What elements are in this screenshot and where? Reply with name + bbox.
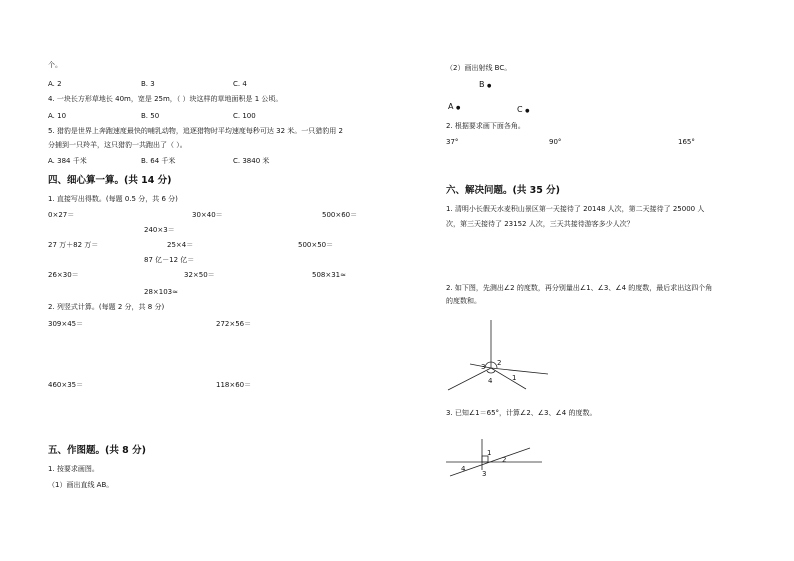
problem-1-line1: 1. 清明小长假天水麦积山景区第一天接待了 20148 人次，第二天接待了 25000 人 (446, 205, 705, 213)
calc-item: 508×31≈ (312, 271, 346, 279)
q4-option-c: C. 100 (233, 112, 256, 120)
q5-option-c: C. 3840 米 (233, 157, 270, 165)
calc-item: 26×30＝ (48, 271, 79, 279)
q3-option-b: B. 3 (141, 80, 155, 88)
calc-item: 25×4＝ (167, 241, 194, 249)
angle-label: 1 (487, 449, 492, 457)
problem-3: 3. 已知∠1＝65°，计算∠2、∠3、∠4 的度数。 (446, 409, 597, 417)
vertical-calc-item: 118×60＝ (216, 381, 252, 389)
right-ray (491, 368, 548, 374)
lower-right-ray (491, 368, 526, 389)
angle-label: 4 (488, 377, 493, 385)
q5-line2: 分捕到一只羚羊，这只猎豹一共跑出了（ ）。 (48, 141, 187, 149)
angle-label: 2 (502, 456, 507, 464)
section-5-title: 五、作图题。(共 8 分) (48, 445, 146, 456)
calc-item: 0×27＝ (48, 211, 75, 219)
draw-angles-task: 2. 根据要求画下面各角。 (446, 122, 525, 130)
calc-item: 32×50＝ (184, 271, 215, 279)
vertical-calc-item: 272×56＝ (216, 320, 252, 328)
section-6-title: 六、解决问题。(共 35 分) (446, 185, 561, 196)
q4-option-b: B. 50 (141, 112, 160, 120)
sec4-part1-instruction: 1. 直接写出得数。(每题 0.5 分，共 6 分) (48, 195, 178, 203)
calc-item: 500×60＝ (322, 211, 358, 219)
angle-label: 3 (482, 470, 487, 478)
angle-label: 2 (497, 359, 502, 367)
angle-label: 1 (512, 374, 517, 382)
q5-option-b: B. 64 千米 (141, 157, 176, 165)
calc-item: 30×40＝ (192, 211, 223, 219)
q4-stem: 4. 一块长方形草地长 40m，宽是 25m，（ ）块这样的草地面积是 1 公顷。 (48, 95, 283, 103)
problem-1-line2: 次，第三天接待了 23152 人次，三天共接待游客多少人次？ (446, 220, 634, 228)
problem-2-line1: 2. 如下图，先测出∠2 的度数，再分别量出∠1、∠3、∠4 的度数，最后求出这四个角 (446, 284, 713, 292)
q5-line1: 5. 猎豹是世界上奔跑速度最快的哺乳动物，追逐猎物时平均速度每秒可达 32 米。一只猎豹用 2 (48, 127, 343, 135)
point-c-label: C ● (517, 105, 530, 114)
angle-arc (487, 371, 495, 373)
right-angle-mark (482, 456, 488, 462)
calc-item: 240×3＝ (144, 226, 175, 234)
section-4-title: 四、细心算一算。(共 14 分) (48, 175, 172, 186)
q3-option-c: C. 4 (233, 80, 247, 88)
calc-item: 87 亿－12 亿＝ (144, 256, 195, 264)
sec4-part2-instruction: 2. 列竖式计算。(每题 2 分，共 8 分) (48, 303, 165, 311)
upper-left-ray (470, 364, 491, 368)
angle-90: 90° (549, 138, 562, 146)
vertical-calc-item: 309×45＝ (48, 320, 84, 328)
calc-item: 28×103≈ (144, 288, 178, 296)
point-b-label: B ● (479, 80, 492, 89)
q5-option-a: A. 384 千米 (48, 157, 87, 165)
angle-label: 3 (481, 363, 486, 371)
vertical-calc-item: 460×35＝ (48, 381, 84, 389)
slanted-line (450, 448, 530, 476)
lower-left-ray (448, 368, 491, 390)
angle-37: 37° (446, 138, 459, 146)
angle-165: 165° (678, 138, 695, 146)
q3-option-a: A. 2 (48, 80, 62, 88)
draw-ray-bc-task: （2）画出射线 BC。 (446, 64, 512, 72)
q4-option-a: A. 10 (48, 112, 67, 120)
calc-item: 500×50＝ (298, 241, 334, 249)
point-a-label: A ● (448, 102, 461, 111)
calc-item: 27 万＋82 万＝ (48, 241, 99, 249)
draw-line-ab-task: （1）画出直线 AB。 (48, 481, 114, 489)
sec5-instruction: 1. 按要求画图。 (48, 465, 99, 473)
problem-2-line2: 的度数和。 (446, 297, 481, 305)
angle-arc (485, 362, 497, 368)
continuation-text: 个。 (48, 61, 62, 69)
angle-label: 4 (461, 465, 466, 473)
